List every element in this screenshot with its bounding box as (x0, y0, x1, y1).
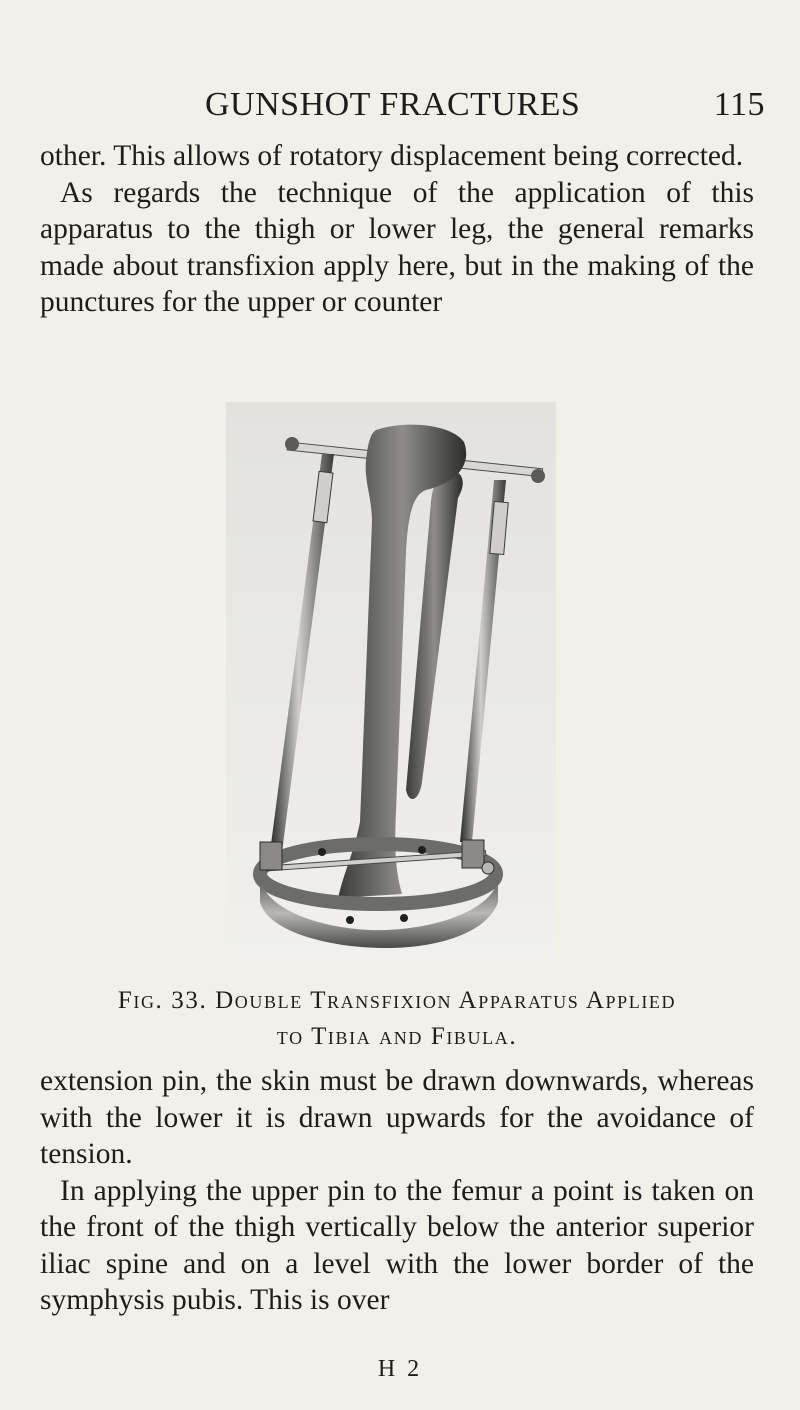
paragraph-upper-pin: In applying the upper pin to the femur a point is taken on the front of the thigh vertically below the anterior superior iliac spine and on a level with the lower border of the symphysis pubis. This is over (40, 1174, 754, 1316)
figure-caption (40, 983, 754, 1055)
paragraph-extension-pin: extension pin, the skin must be drawn downwards, whereas with the lower it is drawn upwards for the avoidance of tension. (40, 1065, 754, 1170)
caption-line-1: Fig. 33. Double Transfixion Apparatus Applied (117, 987, 677, 1014)
body-text-bottom (40, 1063, 754, 1319)
body-text-top (40, 138, 754, 321)
running-title: GUNSHOT FRACTURES (205, 86, 581, 123)
signature-mark: H 2 (377, 1356, 423, 1382)
paragraph-technique: As regards the technique of the application of this apparatus to the thigh or lower leg, the general remarks made about transfixion apply here, but in the making of the punctures for the upper or counter (40, 176, 754, 318)
page-number: 115 (713, 86, 765, 123)
transfixion-apparatus-illustration (226, 402, 556, 962)
caption-line-2: to Tibia and Fibula. (276, 1023, 518, 1050)
paragraph-continuation: other. This allows of rotatory displacement being corrected. (40, 140, 744, 172)
running-head (205, 86, 765, 126)
figure-photograph (226, 402, 556, 962)
